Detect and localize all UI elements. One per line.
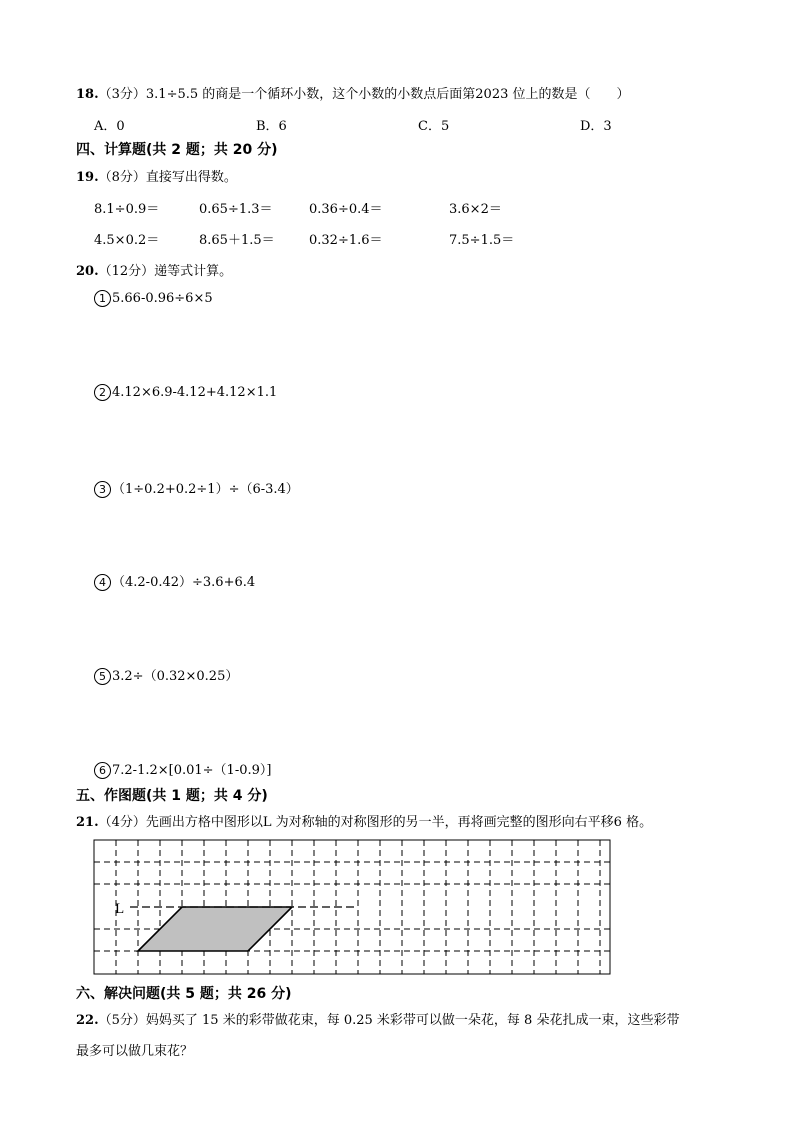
calc-expression: 4.12×6.9-4.12+4.12×1.1 xyxy=(112,385,278,400)
calc-expression: 3.2÷（0.32×0.25） xyxy=(112,669,239,684)
question-score: （12分） xyxy=(98,264,155,279)
oral-calc-item: 8.1÷0.9＝ xyxy=(94,202,160,217)
circled-number: 3 xyxy=(94,481,111,498)
oral-calc-item: 0.36÷0.4＝ xyxy=(309,202,383,217)
section-title-calculation: 四、计算题(共 2 题；共 20 分) xyxy=(76,142,278,158)
question-score: （8分） xyxy=(98,170,146,185)
oral-calc-item: 8.65＋1.5＝ xyxy=(199,233,275,248)
option-a: A．0 xyxy=(94,119,125,134)
circled-number: 1 xyxy=(94,290,111,307)
calc-expression: （1÷0.2+0.2÷1）÷（6-3.4） xyxy=(112,482,299,497)
question-number: 18. xyxy=(76,87,99,102)
oral-calc-item: 0.32÷1.6＝ xyxy=(309,233,383,248)
option-b: B．6 xyxy=(256,119,287,134)
question-text: 递等式计算。 xyxy=(154,264,233,279)
section-title-problems: 六、解决问题(共 5 题；共 26 分) xyxy=(76,986,292,1002)
oral-calc-item: 4.5×0.2＝ xyxy=(94,233,160,248)
axis-label: L xyxy=(115,901,125,917)
question-text-continued: 最多可以做几束花？ xyxy=(76,1044,194,1059)
question-score: （4分） xyxy=(98,815,146,830)
oral-calc-item: 3.6×2＝ xyxy=(449,202,502,217)
calc-expression: 7.2-1.2×[0.01÷（1-0.9）] xyxy=(112,763,272,778)
question-number: 20. xyxy=(76,264,99,279)
oral-calc-item: 0.65÷1.3＝ xyxy=(199,202,273,217)
question-number: 22. xyxy=(76,1013,99,1028)
question-text: 直接写出得数。 xyxy=(145,170,237,185)
section-title-drawing: 五、作图题(共 1 题；共 4 分) xyxy=(76,788,268,804)
question-text: 3.1÷5.5 的商是一个循环小数，这个小数的小数点后面第2023 位上的数是（ ） xyxy=(145,87,630,102)
calc-expression: 5.66-0.96÷6×5 xyxy=(112,291,213,306)
question-score: （3分） xyxy=(98,87,146,102)
circled-number: 2 xyxy=(94,384,111,401)
question-number: 21. xyxy=(76,815,99,830)
circled-number: 6 xyxy=(94,762,111,779)
parallelogram-shape xyxy=(138,907,292,951)
option-d: D．3 xyxy=(580,119,612,134)
question-text: 妈妈买了 15 米的彩带做花束，每 0.25 米彩带可以做一朵花，每 8 朵花扎成一束，这些彩带 xyxy=(145,1013,680,1028)
option-c: C．5 xyxy=(418,119,450,134)
question-22 xyxy=(76,1009,679,1028)
circled-number: 5 xyxy=(94,668,111,685)
question-number: 19. xyxy=(76,170,99,185)
oral-calc-item: 7.5÷1.5＝ xyxy=(449,233,515,248)
question-score: （5分） xyxy=(98,1013,146,1028)
circled-number: 4 xyxy=(94,574,111,591)
question-text: 先画出方格中图形以L 为对称轴的对称图形的另一半，再将画完整的图形向右平移6 格。 xyxy=(145,815,653,830)
calc-expression: （4.2-0.42）÷3.6+6.4 xyxy=(112,575,256,590)
